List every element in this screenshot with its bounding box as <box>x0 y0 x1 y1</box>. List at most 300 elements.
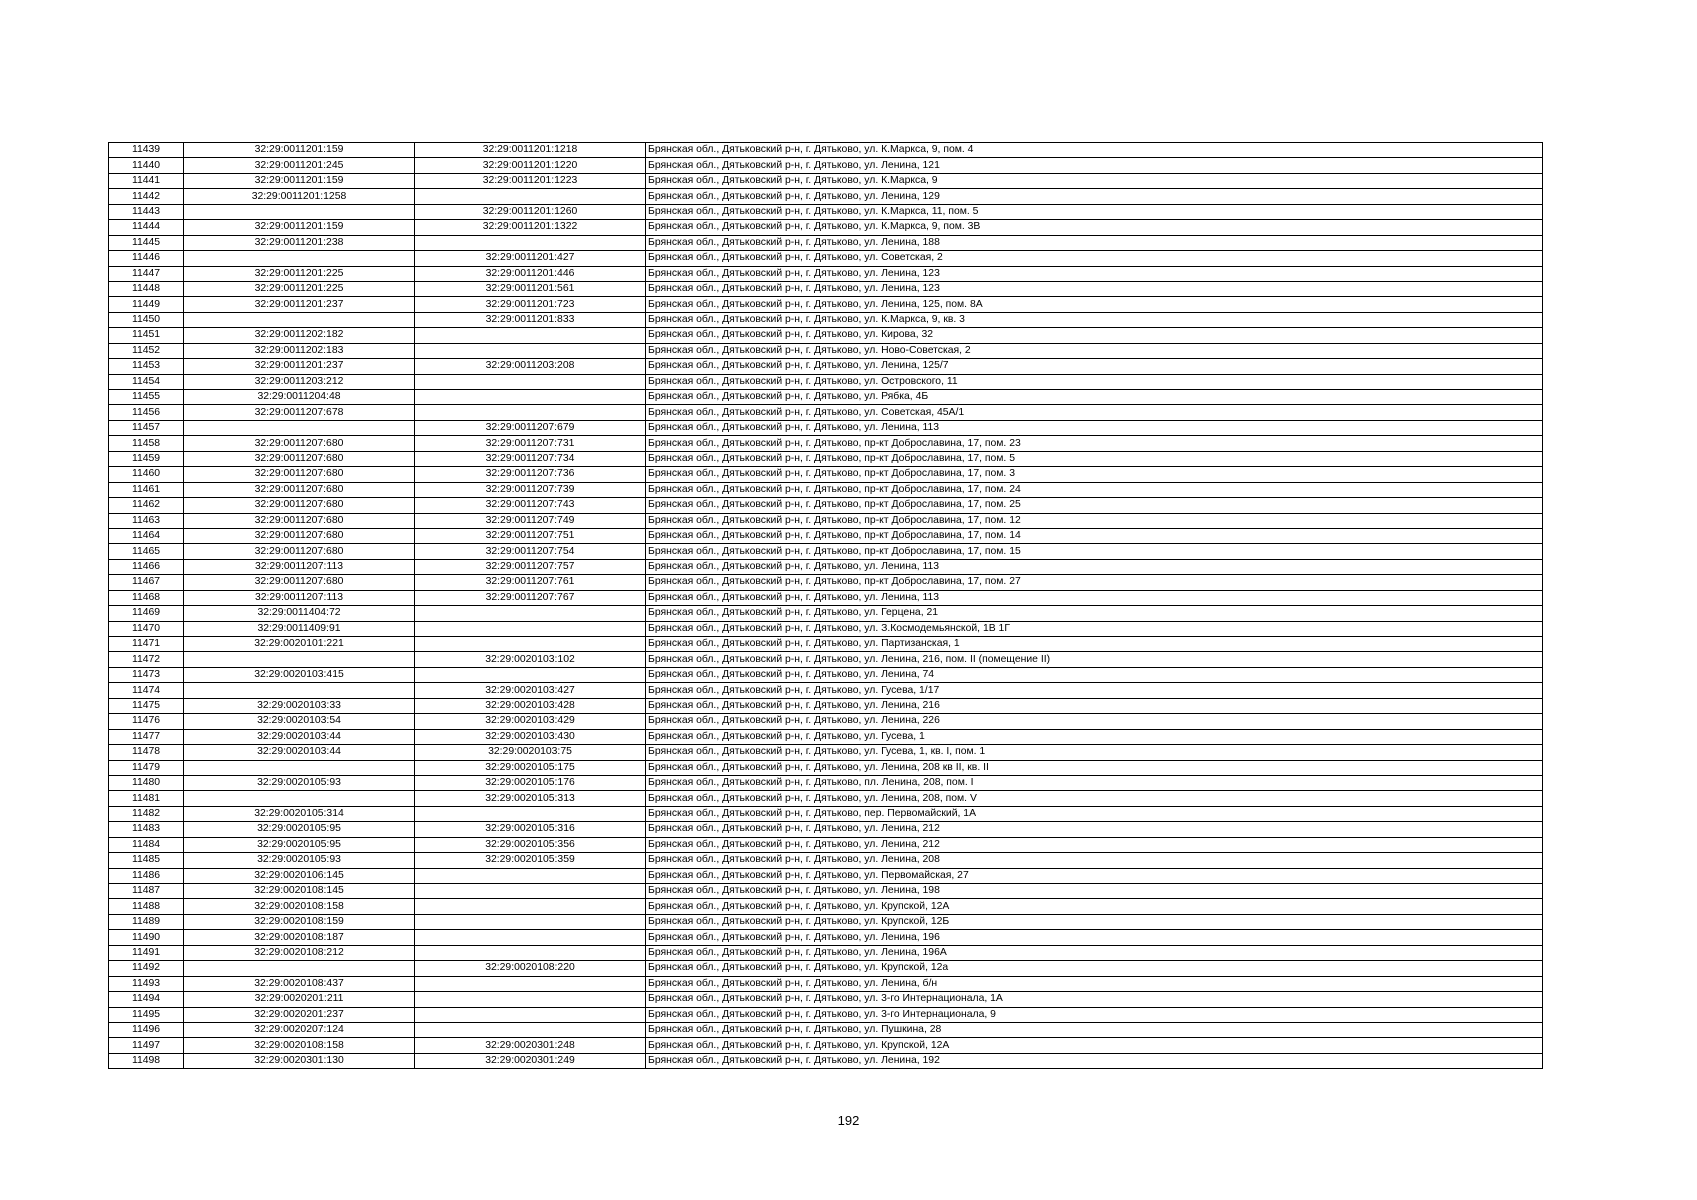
cadastral-number-cell: 32:29:0011201:427 <box>415 251 646 266</box>
address-cell: Брянская обл., Дятьковский р-н, г. Дятьково, ул. К.Маркса, 11, пом. 5 <box>646 204 1543 219</box>
table-row <box>109 914 1543 929</box>
table-row <box>109 1022 1543 1037</box>
table-row <box>109 853 1543 868</box>
address-cell: Брянская обл., Дятьковский р-н, г. Дятьково, пр-кт Доброславина, 17, пом. 25 <box>646 498 1543 513</box>
address-cell: Брянская обл., Дятьковский р-н, г. Дятьково, ул. Ленина, 226 <box>646 714 1543 729</box>
row-number-cell: 11469 <box>109 606 184 621</box>
address-cell: Брянская обл., Дятьковский р-н, г. Дятьково, ул. К.Маркса, 9 <box>646 173 1543 188</box>
parent-cadastral-number-cell: 32:29:0011201:237 <box>184 359 415 374</box>
address-cell: Брянская обл., Дятьковский р-н, г. Дятьково, пр-кт Доброславина, 17, пом. 5 <box>646 451 1543 466</box>
row-number-cell: 11459 <box>109 451 184 466</box>
cadastral-number-cell: 32:29:0011207:767 <box>415 590 646 605</box>
cadastral-number-cell <box>415 343 646 358</box>
cadastral-number-cell <box>415 1007 646 1022</box>
parent-cadastral-number-cell: 32:29:0011204:48 <box>184 390 415 405</box>
address-cell: Брянская обл., Дятьковский р-н, г. Дятьково, пр-кт Доброславина, 17, пом. 14 <box>646 528 1543 543</box>
address-cell: Брянская обл., Дятьковский р-н, г. Дятьково, ул. Ленина, 188 <box>646 235 1543 250</box>
row-number-cell: 11445 <box>109 235 184 250</box>
parent-cadastral-number-cell: 32:29:0020108:437 <box>184 976 415 991</box>
cadastral-number-cell <box>415 189 646 204</box>
cadastral-number-cell <box>415 914 646 929</box>
table-row <box>109 420 1543 435</box>
table-row <box>109 698 1543 713</box>
parent-cadastral-number-cell <box>184 791 415 806</box>
table-row <box>109 575 1543 590</box>
parent-cadastral-number-cell: 32:29:0011207:678 <box>184 405 415 420</box>
row-number-cell: 11486 <box>109 868 184 883</box>
parent-cadastral-number-cell: 32:29:0020207:124 <box>184 1022 415 1037</box>
row-number-cell: 11475 <box>109 698 184 713</box>
address-cell: Брянская обл., Дятьковский р-н, г. Дятьково, ул. Герцена, 21 <box>646 606 1543 621</box>
cadastral-number-cell: 32:29:0011207:739 <box>415 482 646 497</box>
cadastral-number-cell: 32:29:0020105:175 <box>415 760 646 775</box>
table-row <box>109 791 1543 806</box>
row-number-cell: 11485 <box>109 853 184 868</box>
parent-cadastral-number-cell <box>184 251 415 266</box>
address-cell: Брянская обл., Дятьковский р-н, г. Дятьково, ул. Кирова, 32 <box>646 328 1543 343</box>
parent-cadastral-number-cell: 32:29:0011207:680 <box>184 575 415 590</box>
table-row <box>109 621 1543 636</box>
parent-cadastral-number-cell: 32:29:0011201:225 <box>184 266 415 281</box>
table-row <box>109 498 1543 513</box>
cadastral-number-cell <box>415 667 646 682</box>
row-number-cell: 11456 <box>109 405 184 420</box>
address-cell: Брянская обл., Дятьковский р-н, г. Дятьково, ул. Крупской, 12Б <box>646 914 1543 929</box>
address-cell: Брянская обл., Дятьковский р-н, г. Дятьково, ул. 3-го Интернационала, 9 <box>646 1007 1543 1022</box>
cadastral-number-cell <box>415 1022 646 1037</box>
cadastral-number-cell <box>415 945 646 960</box>
table-row <box>109 143 1543 158</box>
table-row <box>109 343 1543 358</box>
row-number-cell: 11449 <box>109 297 184 312</box>
parent-cadastral-number-cell: 32:29:0011207:113 <box>184 559 415 574</box>
table-row <box>109 729 1543 744</box>
parent-cadastral-number-cell: 32:29:0020108:187 <box>184 930 415 945</box>
cadastral-number-cell: 32:29:0011201:1260 <box>415 204 646 219</box>
table-row <box>109 868 1543 883</box>
table-row <box>109 189 1543 204</box>
table-row <box>109 451 1543 466</box>
row-number-cell: 11492 <box>109 961 184 976</box>
cadastral-number-cell: 32:29:0011207:754 <box>415 544 646 559</box>
row-number-cell: 11479 <box>109 760 184 775</box>
parent-cadastral-number-cell: 32:29:0011207:680 <box>184 482 415 497</box>
cadastral-number-cell: 32:29:0011207:751 <box>415 528 646 543</box>
parent-cadastral-number-cell: 32:29:0011409:91 <box>184 621 415 636</box>
address-cell: Брянская обл., Дятьковский р-н, г. Дятьково, ул. Ленина, 208 <box>646 853 1543 868</box>
table-row <box>109 158 1543 173</box>
row-number-cell: 11491 <box>109 945 184 960</box>
table-row <box>109 297 1543 312</box>
table-row <box>109 204 1543 219</box>
cadastral-number-cell <box>415 806 646 821</box>
table-row <box>109 281 1543 296</box>
parent-cadastral-number-cell: 32:29:0020108:158 <box>184 1038 415 1053</box>
address-cell: Брянская обл., Дятьковский р-н, г. Дятьково, пер. Первомайский, 1А <box>646 806 1543 821</box>
table-row <box>109 714 1543 729</box>
address-cell: Брянская обл., Дятьковский р-н, г. Дятьково, ул. Крупской, 12А <box>646 899 1543 914</box>
row-number-cell: 11495 <box>109 1007 184 1022</box>
row-number-cell: 11468 <box>109 590 184 605</box>
address-cell: Брянская обл., Дятьковский р-н, г. Дятьково, пл. Ленина, 208, пом. I <box>646 775 1543 790</box>
cadastral-number-cell: 32:29:0011207:734 <box>415 451 646 466</box>
parent-cadastral-number-cell: 32:29:0020108:159 <box>184 914 415 929</box>
row-number-cell: 11496 <box>109 1022 184 1037</box>
row-number-cell: 11439 <box>109 143 184 158</box>
table-row <box>109 945 1543 960</box>
table-row <box>109 637 1543 652</box>
address-cell: Брянская обл., Дятьковский р-н, г. Дятьково, пр-кт Доброславина, 17, пом. 3 <box>646 467 1543 482</box>
registry-table <box>108 142 1543 1069</box>
cadastral-number-cell <box>415 390 646 405</box>
address-cell: Брянская обл., Дятьковский р-н, г. Дятьково, ул. К.Маркса, 9, пом. 4 <box>646 143 1543 158</box>
row-number-cell: 11476 <box>109 714 184 729</box>
cadastral-number-cell: 32:29:0020103:102 <box>415 652 646 667</box>
table-row <box>109 513 1543 528</box>
row-number-cell: 11457 <box>109 420 184 435</box>
address-cell: Брянская обл., Дятьковский р-н, г. Дятьково, ул. Ленина, 196А <box>646 945 1543 960</box>
parent-cadastral-number-cell: 32:29:0011202:183 <box>184 343 415 358</box>
parent-cadastral-number-cell: 32:29:0020108:212 <box>184 945 415 960</box>
row-number-cell: 11460 <box>109 467 184 482</box>
row-number-cell: 11478 <box>109 745 184 760</box>
address-cell: Брянская обл., Дятьковский р-н, г. Дятьково, ул. Ново-Советская, 2 <box>646 343 1543 358</box>
cadastral-number-cell: 32:29:0011207:749 <box>415 513 646 528</box>
parent-cadastral-number-cell <box>184 961 415 976</box>
cadastral-number-cell <box>415 606 646 621</box>
row-number-cell: 11474 <box>109 683 184 698</box>
parent-cadastral-number-cell <box>184 312 415 327</box>
parent-cadastral-number-cell: 32:29:0011207:680 <box>184 498 415 513</box>
row-number-cell: 11477 <box>109 729 184 744</box>
row-number-cell: 11444 <box>109 220 184 235</box>
parent-cadastral-number-cell: 32:29:0020101:221 <box>184 637 415 652</box>
address-cell: Брянская обл., Дятьковский р-н, г. Дятьково, ул. Ленина, 216 <box>646 698 1543 713</box>
table-row <box>109 359 1543 374</box>
address-cell: Брянская обл., Дятьковский р-н, г. Дятьково, ул. Советская, 2 <box>646 251 1543 266</box>
table-row <box>109 374 1543 389</box>
parent-cadastral-number-cell: 32:29:0011207:680 <box>184 513 415 528</box>
address-cell: Брянская обл., Дятьковский р-н, г. Дятьково, ул. Партизанская, 1 <box>646 637 1543 652</box>
cadastral-number-cell: 32:29:0020105:356 <box>415 837 646 852</box>
address-cell: Брянская обл., Дятьковский р-н, г. Дятьково, ул. Ленина, 208, пом. V <box>646 791 1543 806</box>
cadastral-number-cell: 32:29:0011201:723 <box>415 297 646 312</box>
row-number-cell: 11452 <box>109 343 184 358</box>
row-number-cell: 11463 <box>109 513 184 528</box>
table-row <box>109 806 1543 821</box>
cadastral-number-cell: 32:29:0011201:446 <box>415 266 646 281</box>
row-number-cell: 11461 <box>109 482 184 497</box>
table-row <box>109 992 1543 1007</box>
parent-cadastral-number-cell <box>184 652 415 667</box>
table-row <box>109 559 1543 574</box>
row-number-cell: 11481 <box>109 791 184 806</box>
cadastral-number-cell: 32:29:0020108:220 <box>415 961 646 976</box>
cadastral-number-cell <box>415 328 646 343</box>
parent-cadastral-number-cell: 32:29:0020105:93 <box>184 853 415 868</box>
row-number-cell: 11483 <box>109 822 184 837</box>
row-number-cell: 11458 <box>109 436 184 451</box>
cadastral-number-cell <box>415 868 646 883</box>
row-number-cell: 11455 <box>109 390 184 405</box>
address-cell: Брянская обл., Дятьковский р-н, г. Дятьково, ул. Ленина, 216, пом. II (помещение II) <box>646 652 1543 667</box>
address-cell: Брянская обл., Дятьковский р-н, г. Дятьково, ул. З.Космодемьянской, 1В 1Г <box>646 621 1543 636</box>
address-cell: Брянская обл., Дятьковский р-н, г. Дятьково, ул. Рябка, 4Б <box>646 390 1543 405</box>
row-number-cell: 11440 <box>109 158 184 173</box>
parent-cadastral-number-cell: 32:29:0020105:95 <box>184 822 415 837</box>
row-number-cell: 11441 <box>109 173 184 188</box>
parent-cadastral-number-cell <box>184 760 415 775</box>
address-cell: Брянская обл., Дятьковский р-н, г. Дятьково, ул. Советская, 45А/1 <box>646 405 1543 420</box>
address-cell: Брянская обл., Дятьковский р-н, г. Дятьково, ул. Гусева, 1/17 <box>646 683 1543 698</box>
table-row <box>109 482 1543 497</box>
cadastral-number-cell <box>415 976 646 991</box>
cadastral-number-cell: 32:29:0011203:208 <box>415 359 646 374</box>
table-row <box>109 930 1543 945</box>
address-cell: Брянская обл., Дятьковский р-н, г. Дятьково, ул. Ленина, 212 <box>646 822 1543 837</box>
cadastral-number-cell: 32:29:0020105:313 <box>415 791 646 806</box>
table-row <box>109 606 1543 621</box>
cadastral-number-cell <box>415 884 646 899</box>
cadastral-number-cell: 32:29:0011201:833 <box>415 312 646 327</box>
page-number: 192 <box>837 1113 860 1128</box>
address-cell: Брянская обл., Дятьковский р-н, г. Дятьково, ул. Ленина, 113 <box>646 420 1543 435</box>
row-number-cell: 11498 <box>109 1053 184 1068</box>
table-row <box>109 652 1543 667</box>
parent-cadastral-number-cell: 32:29:0020103:54 <box>184 714 415 729</box>
table-row <box>109 884 1543 899</box>
address-cell: Брянская обл., Дятьковский р-н, г. Дятьково, ул. Ленина, 113 <box>646 559 1543 574</box>
cadastral-number-cell <box>415 637 646 652</box>
table-row <box>109 528 1543 543</box>
parent-cadastral-number-cell: 32:29:0011404:72 <box>184 606 415 621</box>
parent-cadastral-number-cell: 32:29:0020105:93 <box>184 775 415 790</box>
cadastral-number-cell: 32:29:0011207:757 <box>415 559 646 574</box>
parent-cadastral-number-cell: 32:29:0020106:145 <box>184 868 415 883</box>
row-number-cell: 11473 <box>109 667 184 682</box>
cadastral-number-cell: 32:29:0011207:731 <box>415 436 646 451</box>
parent-cadastral-number-cell: 32:29:0011201:159 <box>184 173 415 188</box>
cadastral-number-cell: 32:29:0020103:428 <box>415 698 646 713</box>
address-cell: Брянская обл., Дятьковский р-н, г. Дятьково, пр-кт Доброславина, 17, пом. 27 <box>646 575 1543 590</box>
row-number-cell: 11493 <box>109 976 184 991</box>
parent-cadastral-number-cell: 32:29:0011201:159 <box>184 220 415 235</box>
table-row <box>109 390 1543 405</box>
row-number-cell: 11497 <box>109 1038 184 1053</box>
parent-cadastral-number-cell: 32:29:0011201:245 <box>184 158 415 173</box>
cadastral-number-cell: 32:29:0020103:429 <box>415 714 646 729</box>
table-row <box>109 1038 1543 1053</box>
row-number-cell: 11484 <box>109 837 184 852</box>
address-cell: Брянская обл., Дятьковский р-н, г. Дятьково, ул. Ленина, 129 <box>646 189 1543 204</box>
table-row <box>109 251 1543 266</box>
row-number-cell: 11442 <box>109 189 184 204</box>
parent-cadastral-number-cell: 32:29:0020201:237 <box>184 1007 415 1022</box>
address-cell: Брянская обл., Дятьковский р-н, г. Дятьково, ул. Гусева, 1, кв. I, пом. 1 <box>646 745 1543 760</box>
address-cell: Брянская обл., Дятьковский р-н, г. Дятьково, пр-кт Доброславина, 17, пом. 12 <box>646 513 1543 528</box>
cadastral-number-cell <box>415 374 646 389</box>
address-cell: Брянская обл., Дятьковский р-н, г. Дятьково, пр-кт Доброславина, 17, пом. 15 <box>646 544 1543 559</box>
parent-cadastral-number-cell: 32:29:0020301:130 <box>184 1053 415 1068</box>
address-cell: Брянская обл., Дятьковский р-н, г. Дятьково, ул. Ленина, 123 <box>646 281 1543 296</box>
parent-cadastral-number-cell: 32:29:0020108:145 <box>184 884 415 899</box>
row-number-cell: 11450 <box>109 312 184 327</box>
row-number-cell: 11487 <box>109 884 184 899</box>
parent-cadastral-number-cell: 32:29:0020103:415 <box>184 667 415 682</box>
row-number-cell: 11470 <box>109 621 184 636</box>
row-number-cell: 11488 <box>109 899 184 914</box>
parent-cadastral-number-cell: 32:29:0011201:237 <box>184 297 415 312</box>
table-row <box>109 1007 1543 1022</box>
address-cell: Брянская обл., Дятьковский р-н, г. Дятьково, ул. Ленина, 74 <box>646 667 1543 682</box>
address-cell: Брянская обл., Дятьковский р-н, г. Дятьково, ул. К.Маркса, 9, кв. 3 <box>646 312 1543 327</box>
table-row <box>109 235 1543 250</box>
parent-cadastral-number-cell <box>184 204 415 219</box>
cadastral-number-cell <box>415 930 646 945</box>
parent-cadastral-number-cell: 32:29:0011207:113 <box>184 590 415 605</box>
cadastral-number-cell <box>415 405 646 420</box>
cadastral-number-cell: 32:29:0020105:176 <box>415 775 646 790</box>
row-number-cell: 11489 <box>109 914 184 929</box>
row-number-cell: 11480 <box>109 775 184 790</box>
cadastral-number-cell: 32:29:0020103:75 <box>415 745 646 760</box>
parent-cadastral-number-cell: 32:29:0011203:212 <box>184 374 415 389</box>
table-row <box>109 667 1543 682</box>
cadastral-number-cell: 32:29:0020103:427 <box>415 683 646 698</box>
table-row <box>109 976 1543 991</box>
cadastral-number-cell: 32:29:0011207:736 <box>415 467 646 482</box>
row-number-cell: 11443 <box>109 204 184 219</box>
address-cell: Брянская обл., Дятьковский р-н, г. Дятьково, ул. Первомайская, 27 <box>646 868 1543 883</box>
row-number-cell: 11471 <box>109 637 184 652</box>
parent-cadastral-number-cell <box>184 420 415 435</box>
table-row <box>109 173 1543 188</box>
row-number-cell: 11454 <box>109 374 184 389</box>
table-row <box>109 436 1543 451</box>
table-row <box>109 467 1543 482</box>
address-cell: Брянская обл., Дятьковский р-н, г. Дятьково, ул. Ленина, 123 <box>646 266 1543 281</box>
table-row <box>109 220 1543 235</box>
row-number-cell: 11446 <box>109 251 184 266</box>
table-row <box>109 745 1543 760</box>
address-cell: Брянская обл., Дятьковский р-н, г. Дятьково, ул. Гусева, 1 <box>646 729 1543 744</box>
parent-cadastral-number-cell: 32:29:0020103:33 <box>184 698 415 713</box>
row-number-cell: 11464 <box>109 528 184 543</box>
address-cell: Брянская обл., Дятьковский р-н, г. Дятьково, ул. Ленина, 113 <box>646 590 1543 605</box>
parent-cadastral-number-cell: 32:29:0011201:225 <box>184 281 415 296</box>
cadastral-number-cell: 32:29:0011207:679 <box>415 420 646 435</box>
table-row <box>109 822 1543 837</box>
parent-cadastral-number-cell: 32:29:0011201:1258 <box>184 189 415 204</box>
row-number-cell: 11482 <box>109 806 184 821</box>
parent-cadastral-number-cell: 32:29:0011207:680 <box>184 436 415 451</box>
address-cell: Брянская обл., Дятьковский р-н, г. Дятьково, ул. Пушкина, 28 <box>646 1022 1543 1037</box>
table-row <box>109 837 1543 852</box>
row-number-cell: 11490 <box>109 930 184 945</box>
table-row <box>109 683 1543 698</box>
cadastral-number-cell: 32:29:0020105:359 <box>415 853 646 868</box>
cadastral-number-cell: 32:29:0011201:561 <box>415 281 646 296</box>
row-number-cell: 11467 <box>109 575 184 590</box>
row-number-cell: 11448 <box>109 281 184 296</box>
cadastral-number-cell: 32:29:0020301:248 <box>415 1038 646 1053</box>
cadastral-number-cell: 32:29:0011207:761 <box>415 575 646 590</box>
table-row <box>109 544 1543 559</box>
cadastral-number-cell <box>415 621 646 636</box>
address-cell: Брянская обл., Дятьковский р-н, г. Дятьково, ул. Ленина, 192 <box>646 1053 1543 1068</box>
address-cell: Брянская обл., Дятьковский р-н, г. Дятьково, ул. Островского, 11 <box>646 374 1543 389</box>
cadastral-number-cell: 32:29:0011201:1322 <box>415 220 646 235</box>
address-cell: Брянская обл., Дятьковский р-н, г. Дятьково, ул. Крупской, 12А <box>646 1038 1543 1053</box>
address-cell: Брянская обл., Дятьковский р-н, г. Дятьково, ул. К.Маркса, 9, пом. 3В <box>646 220 1543 235</box>
parent-cadastral-number-cell: 32:29:0020201:211 <box>184 992 415 1007</box>
row-number-cell: 11447 <box>109 266 184 281</box>
address-cell: Брянская обл., Дятьковский р-н, г. Дятьково, ул. 3-го Интернационала, 1А <box>646 992 1543 1007</box>
address-cell: Брянская обл., Дятьковский р-н, г. Дятьково, ул. Ленина, 212 <box>646 837 1543 852</box>
address-cell: Брянская обл., Дятьковский р-н, г. Дятьково, ул. Крупской, 12а <box>646 961 1543 976</box>
address-cell: Брянская обл., Дятьковский р-н, г. Дятьково, ул. Ленина, 125/7 <box>646 359 1543 374</box>
table-row <box>109 405 1543 420</box>
cadastral-number-cell: 32:29:0011201:1220 <box>415 158 646 173</box>
registry-table-body <box>109 143 1543 1069</box>
address-cell: Брянская обл., Дятьковский р-н, г. Дятьково, пр-кт Доброславина, 17, пом. 24 <box>646 482 1543 497</box>
table-row <box>109 760 1543 775</box>
parent-cadastral-number-cell: 32:29:0011207:680 <box>184 467 415 482</box>
address-cell: Брянская обл., Дятьковский р-н, г. Дятьково, ул. Ленина, 208 кв II, кв. II <box>646 760 1543 775</box>
table-row <box>109 328 1543 343</box>
parent-cadastral-number-cell: 32:29:0011207:680 <box>184 544 415 559</box>
cadastral-number-cell <box>415 235 646 250</box>
cadastral-number-cell <box>415 899 646 914</box>
table-row <box>109 590 1543 605</box>
row-number-cell: 11451 <box>109 328 184 343</box>
table-row <box>109 266 1543 281</box>
cadastral-number-cell: 32:29:0011201:1223 <box>415 173 646 188</box>
parent-cadastral-number-cell: 32:29:0011207:680 <box>184 451 415 466</box>
row-number-cell: 11472 <box>109 652 184 667</box>
parent-cadastral-number-cell: 32:29:0011202:182 <box>184 328 415 343</box>
row-number-cell: 11494 <box>109 992 184 1007</box>
address-cell: Брянская обл., Дятьковский р-н, г. Дятьково, ул. Ленина, 196 <box>646 930 1543 945</box>
cadastral-number-cell <box>415 992 646 1007</box>
parent-cadastral-number-cell: 32:29:0011201:238 <box>184 235 415 250</box>
table-row <box>109 961 1543 976</box>
row-number-cell: 11462 <box>109 498 184 513</box>
row-number-cell: 11465 <box>109 544 184 559</box>
parent-cadastral-number-cell: 32:29:0020103:44 <box>184 745 415 760</box>
table-row <box>109 899 1543 914</box>
parent-cadastral-number-cell: 32:29:0020105:95 <box>184 837 415 852</box>
row-number-cell: 11453 <box>109 359 184 374</box>
cadastral-number-cell: 32:29:0011207:743 <box>415 498 646 513</box>
parent-cadastral-number-cell: 32:29:0020108:158 <box>184 899 415 914</box>
parent-cadastral-number-cell: 32:29:0020103:44 <box>184 729 415 744</box>
row-number-cell: 11466 <box>109 559 184 574</box>
cadastral-number-cell: 32:29:0011201:1218 <box>415 143 646 158</box>
parent-cadastral-number-cell: 32:29:0011201:159 <box>184 143 415 158</box>
parent-cadastral-number-cell: 32:29:0020105:314 <box>184 806 415 821</box>
cadastral-number-cell: 32:29:0020105:316 <box>415 822 646 837</box>
table-row <box>109 775 1543 790</box>
table-row <box>109 1053 1543 1068</box>
address-cell: Брянская обл., Дятьковский р-н, г. Дятьково, ул. Ленина, 121 <box>646 158 1543 173</box>
parent-cadastral-number-cell <box>184 683 415 698</box>
table-row <box>109 312 1543 327</box>
parent-cadastral-number-cell: 32:29:0011207:680 <box>184 528 415 543</box>
cadastral-number-cell: 32:29:0020301:249 <box>415 1053 646 1068</box>
address-cell: Брянская обл., Дятьковский р-н, г. Дятьково, ул. Ленина, 125, пом. 8А <box>646 297 1543 312</box>
address-cell: Брянская обл., Дятьковский р-н, г. Дятьково, пр-кт Доброславина, 17, пом. 23 <box>646 436 1543 451</box>
